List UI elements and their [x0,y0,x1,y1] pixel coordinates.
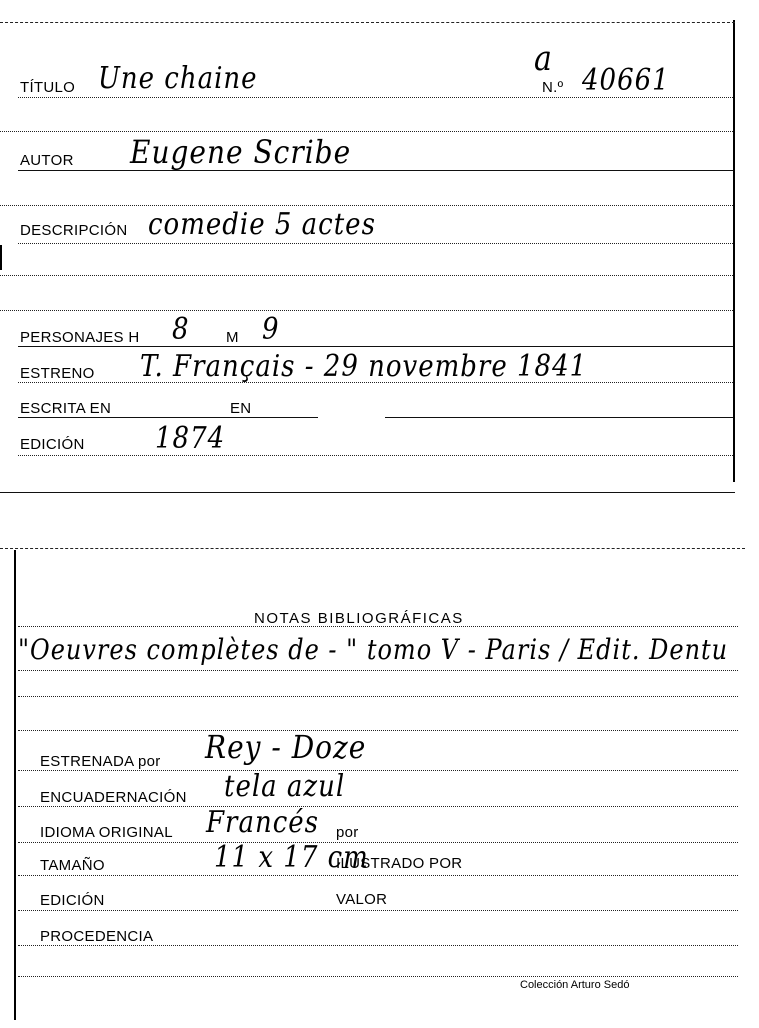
estrenada-label: ESTRENADA por [40,753,161,770]
blank-line [18,730,738,731]
valor-label: VALOR [336,891,388,908]
estrenada-value: Rey - Doze [205,728,367,766]
estreno-label: ESTRENO [20,365,95,382]
descripcion-line [18,243,733,244]
personajes-line [18,346,733,347]
notas-title: NOTAS BIBLIOGRÁFICAS [254,610,464,627]
autor-line [18,170,733,171]
edicion-label: EDICIÓN [20,436,85,453]
edicion-line [18,455,733,456]
estreno-value: T. Français - 29 novembre 1841 [140,349,588,384]
notas-line [18,670,738,671]
catalog-card-top [0,0,759,495]
tamano-value: 11 x 17 cm [214,840,369,875]
encuadernacion-value: tela azul [224,769,346,804]
card-right-border [733,20,735,482]
encuadernacion-label: ENCUADERNACIÓN [40,789,187,806]
catalog-card-bottom [0,540,759,1020]
personajes-m-value: 9 [262,312,280,347]
card-top-border [0,548,745,549]
procedencia-line [18,945,738,946]
coleccion-stamp: Colección Arturo Sedó [520,979,630,991]
blank-line [0,310,733,311]
numero-value: 40661 [582,63,670,98]
idioma-value: Francés [206,805,320,840]
descripcion-value: comedie 5 actes [148,207,376,242]
autor-label: AUTOR [20,152,74,169]
numero-prefix: a [534,38,553,79]
card-left-border [14,550,16,1020]
notas-title-line [18,626,738,627]
personajes-m-label: M [226,329,239,346]
divider [0,22,735,23]
idioma-por-label: por [336,824,359,841]
procedencia-label: PROCEDENCIA [40,928,154,945]
blank-line [18,696,738,697]
idioma-line [18,842,738,843]
personajes-label: PERSONAJES H [20,329,140,346]
idioma-label: IDIOMA ORIGINAL [40,824,173,841]
personajes-h-value: 8 [172,312,190,347]
estreno-line [18,382,733,383]
blank-line [0,205,733,206]
tamano-line [18,875,738,876]
estrenada-line [18,770,738,771]
encuadernacion-line [18,806,738,807]
escrita-line [18,417,318,418]
tamano-label: TAMAÑO [40,857,105,874]
escrita-label: ESCRITA EN [20,400,112,417]
blank-line [18,976,738,977]
ilustrado-label: ILUSTRADO POR [336,855,463,872]
blank-line [0,275,733,276]
notas-value: "Oeuvres complètes de - " tomo V - Paris / Edit. Dentu [18,633,729,666]
titulo-value: Une chaine [98,61,258,96]
titulo-label: TÍTULO [20,79,76,96]
card-bottom-border [0,492,735,493]
blank-line [0,131,733,132]
escrita-en-label: EN [230,400,252,417]
titulo-line [18,97,733,98]
edicion2-label: EDICIÓN [40,892,105,909]
autor-value: Eugene Scribe [130,133,352,171]
numero-label: N.º [542,79,564,96]
descripcion-label: DESCRIPCIÓN [20,222,128,239]
edicion-value: 1874 [155,421,226,456]
escrita-line-right [385,417,733,418]
edicion2-line [18,910,738,911]
card-left-mark [0,245,2,270]
